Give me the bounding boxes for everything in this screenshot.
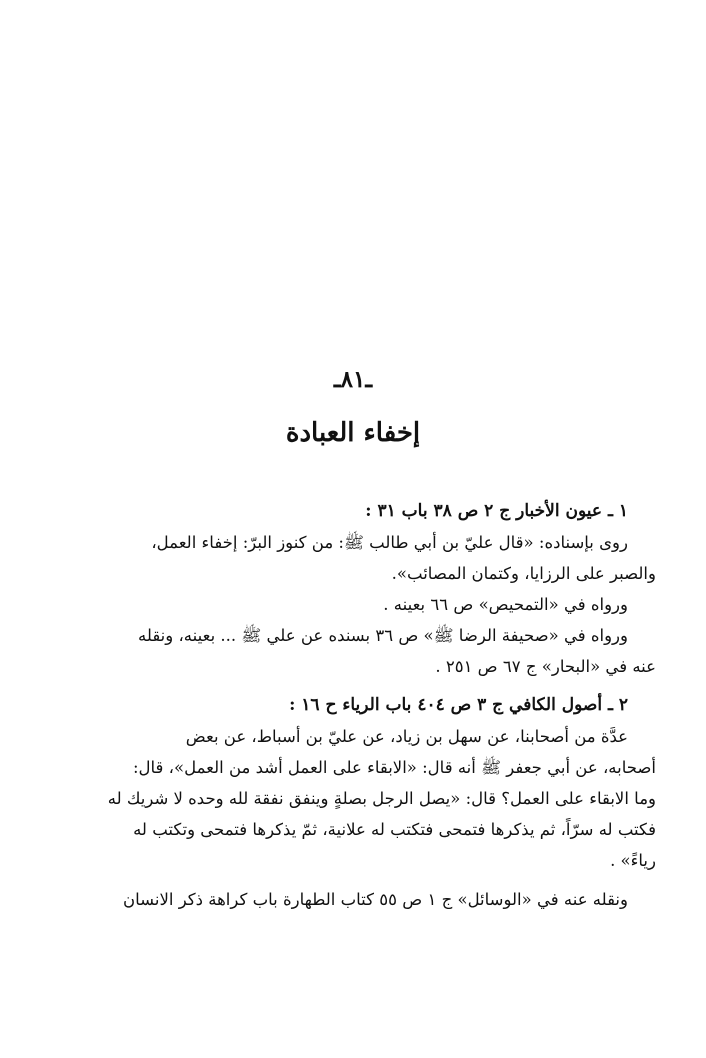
chapter-number: ـ٨١ـ <box>333 366 373 393</box>
text-line: وما الابقاء على العمل؟ قال: «يصل الرجل بصلةٍ وينفق نفقة لله وحده لا شريك له <box>107 789 656 808</box>
text-line: عنه في «البحار» ج ٦٧ ص ٢٥١ . <box>435 657 656 676</box>
text-line: روى بإسناده: «قال عليّ بن أبي طالب ﷺ: من كنوز البرّ: إخفاء العمل، <box>151 533 628 552</box>
text-line: أصحابه، عن أبي جعفر ﷺ أنه قال: «الابقاء على العمل أشد من العمل»، قال: <box>132 758 656 777</box>
text-line: ورواه في «صحيفة الرضا ﷺ» ص ٣٦ بسنده عن علي ﷺ ... بعينه، ونقله <box>138 626 628 645</box>
chapter-title: إخفاء العبادة <box>285 418 421 448</box>
paragraph-gap <box>50 682 656 690</box>
paragraph-gap <box>50 876 656 884</box>
text-line: ورواه في «التمحيص» ص ٦٦ بعينه . <box>383 595 628 614</box>
text-line: عدَّة من أصحابنا، عن سهل بن زياد، عن عليّ بن أسباط، عن بعض <box>185 727 628 746</box>
source-heading-1: ١ ـ عيون الأخبار ج ٢ ص ٣٨ باب ٣١ : <box>365 501 628 521</box>
text-line: فكتب له سرّاً، ثم يذكرها فتمحى فتكتب له علانية، ثمّ يذكرها فتمحى وتكتب له <box>133 820 656 839</box>
text-line: رياءً» . <box>610 851 656 870</box>
source-heading-2: ٢ ـ أصول الكافي ج ٣ ص ٤٠٤ باب الرياء ح ١٦ : <box>289 695 628 715</box>
body-text <box>50 496 656 915</box>
text-line: والصبر على الرزايا، وكتمان المصائب». <box>391 564 656 583</box>
text-line: ونقله عنه في «الوسائل» ج ١ ص ٥٥ كتاب الطهارة باب كراهة ذكر الانسان <box>123 890 628 909</box>
